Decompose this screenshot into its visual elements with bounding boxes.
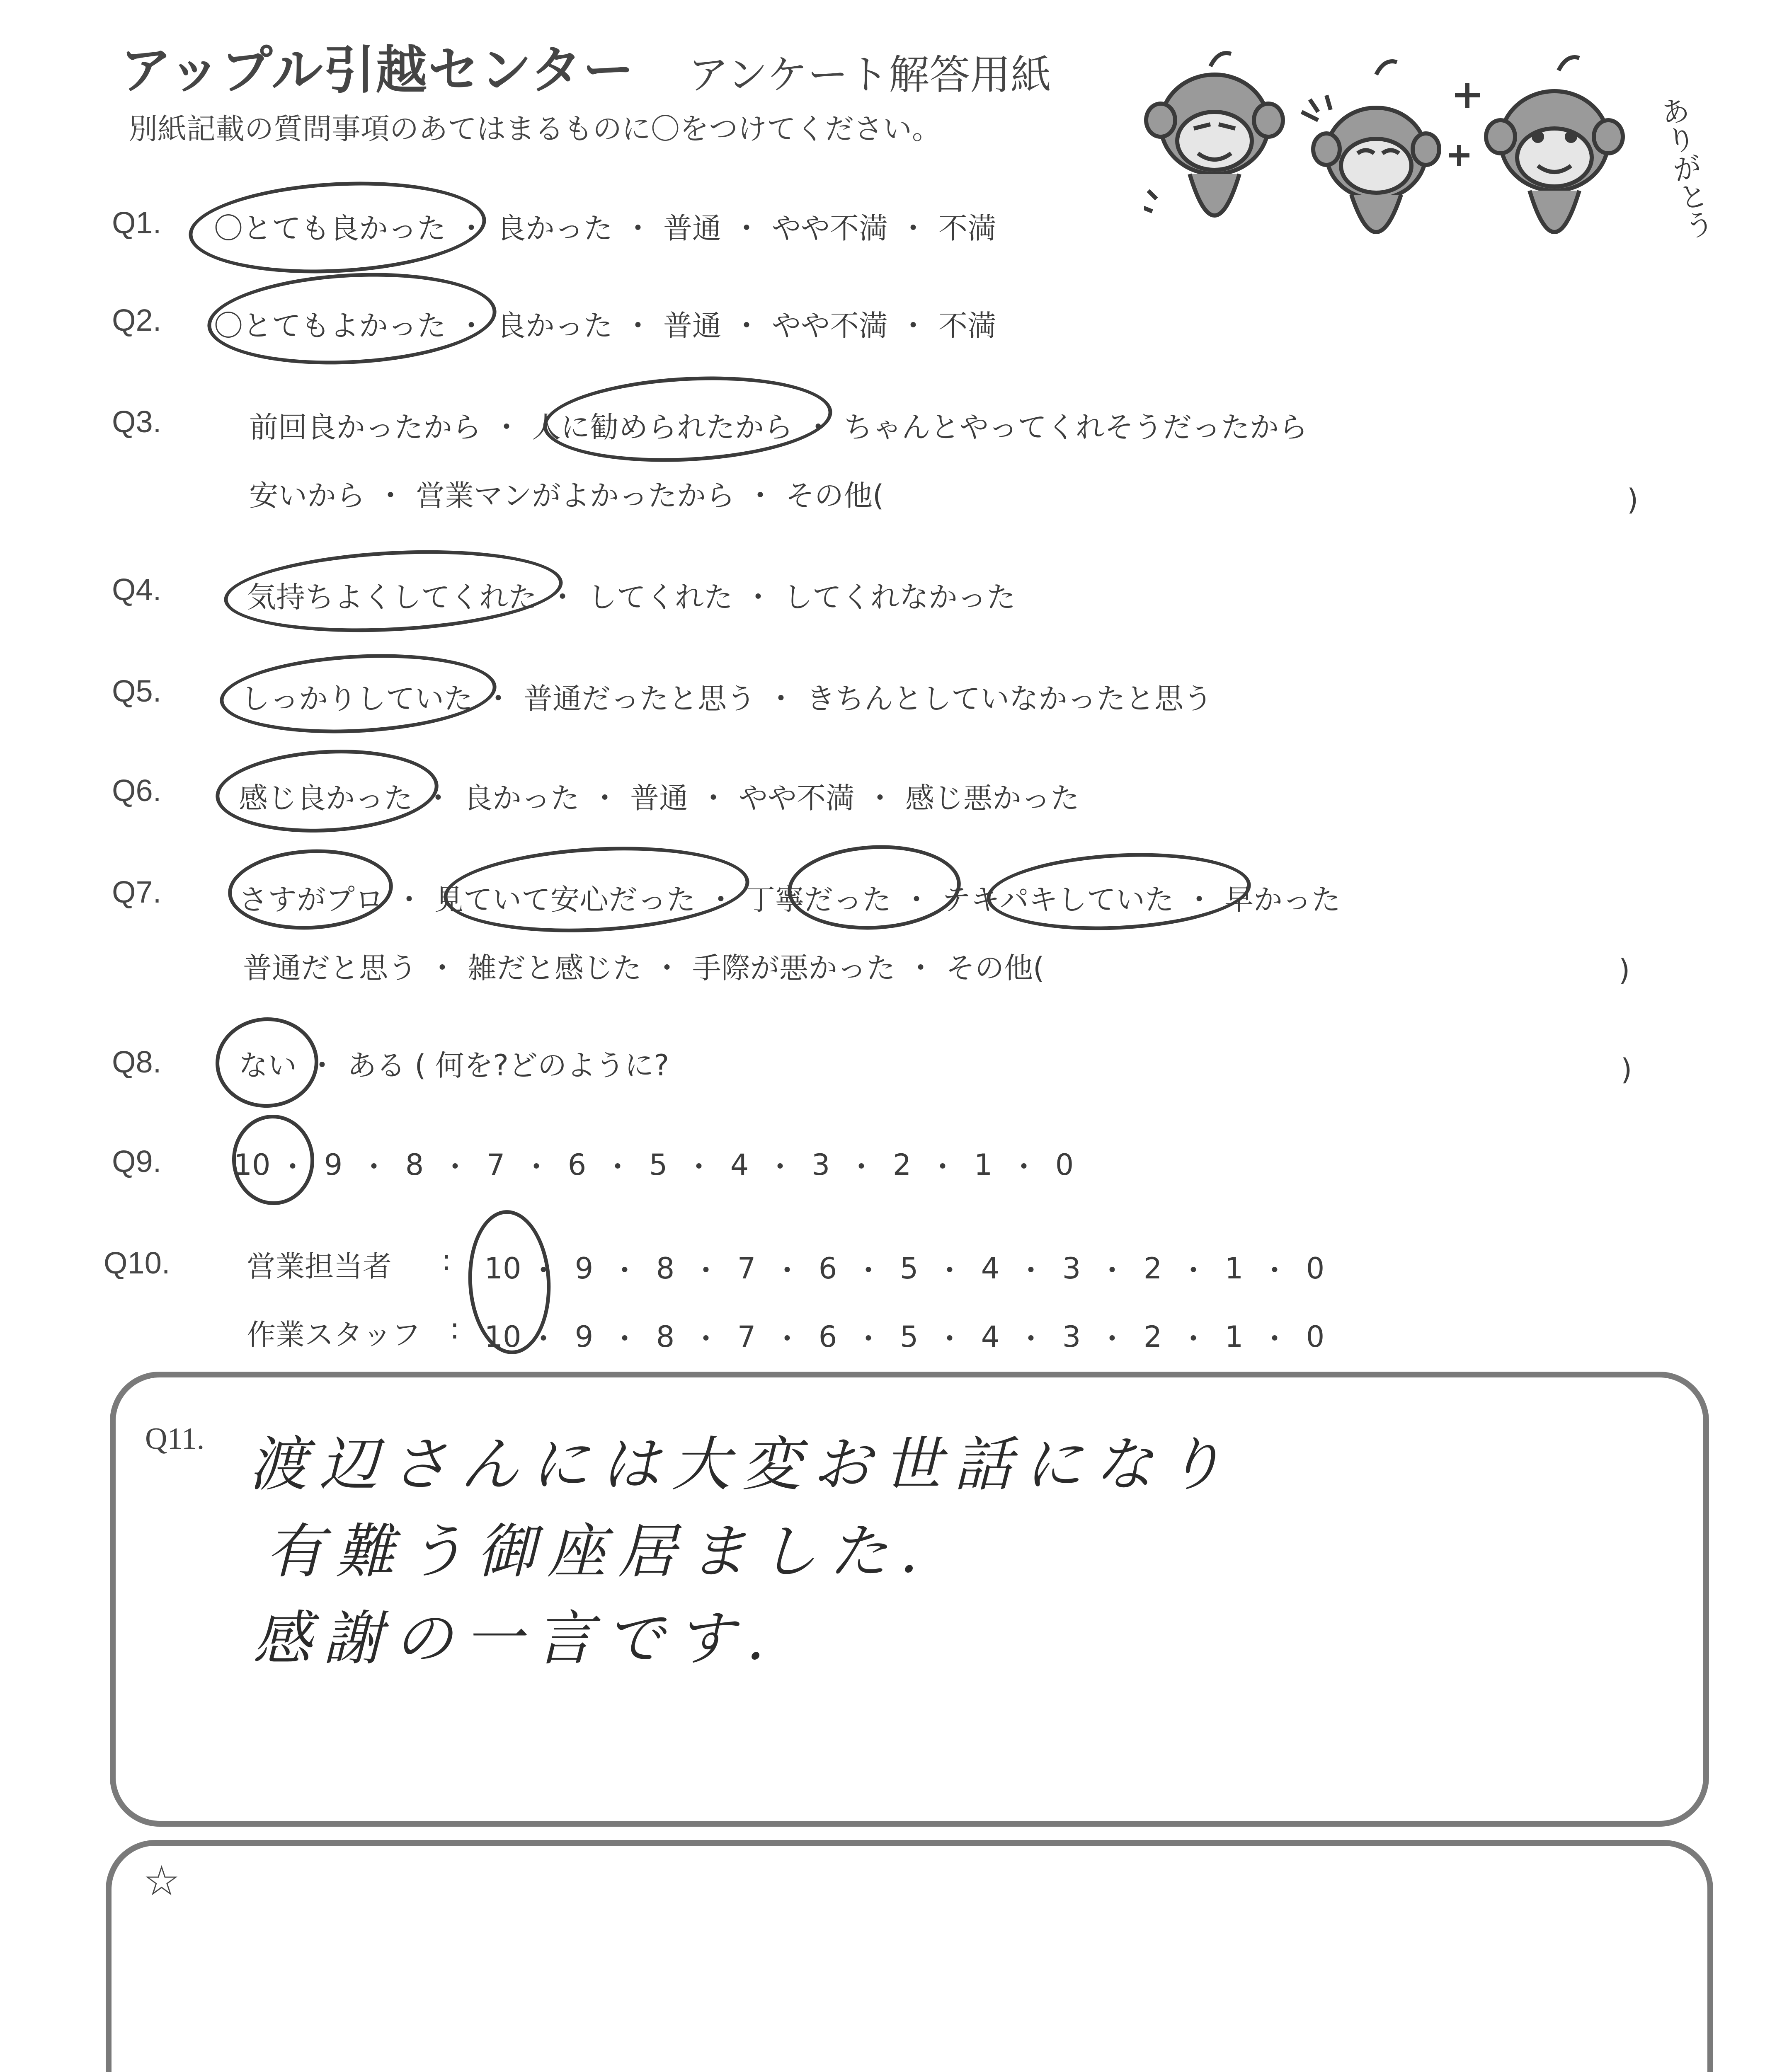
separator: ・ <box>935 1254 964 1288</box>
q6-answer-circle <box>213 744 441 838</box>
q10-sales-score-3[interactable]: 3 <box>1062 1251 1081 1285</box>
q10-staff-score-6[interactable]: 6 <box>818 1319 837 1354</box>
separator: ・ <box>706 883 735 917</box>
page-title: アップル引越センター <box>120 41 635 100</box>
q9-score-8[interactable]: 8 <box>405 1147 424 1182</box>
q10-label: Q10. <box>104 1246 170 1280</box>
separator: ・ <box>1016 1254 1045 1288</box>
q11-label: Q11. <box>145 1422 205 1456</box>
q3-options-row2 <box>247 472 886 514</box>
q10-sales-score-5[interactable]: 5 <box>899 1251 919 1285</box>
q7-option-4[interactable]: テキパキしていた <box>942 883 1174 917</box>
q9-score-2[interactable]: 2 <box>892 1147 912 1182</box>
q6-label: Q6. <box>112 773 162 808</box>
q7-answer-circle-3 <box>786 841 963 934</box>
separator: ・ <box>854 1322 883 1356</box>
separator: ・ <box>766 682 795 716</box>
separator: ・ <box>773 1322 802 1356</box>
separator: ・ <box>1179 1322 1208 1356</box>
separator: ・ <box>359 1150 388 1184</box>
q3-option-5[interactable]: 営業マンがよかったから <box>416 479 735 513</box>
separator: ・ <box>610 1322 639 1356</box>
separator: ・ <box>1016 1322 1045 1356</box>
separator: ・ <box>899 309 928 343</box>
separator: ・ <box>847 1150 876 1184</box>
q4-option-2[interactable]: してくれた <box>588 580 733 614</box>
separator: ・ <box>603 1150 632 1184</box>
q10-staff-score-7[interactable]: 7 <box>737 1319 756 1354</box>
q8-option-1[interactable]: ない <box>239 1048 297 1082</box>
q9-score-7[interactable]: 7 <box>486 1147 505 1182</box>
q1-option-3[interactable]: 普通 <box>663 211 721 245</box>
q7-label: Q7. <box>112 875 162 909</box>
separator: ・ <box>484 682 513 716</box>
separator: ・ <box>590 781 619 815</box>
separator: ・ <box>457 211 486 245</box>
q10-sales-score-6[interactable]: 6 <box>818 1251 837 1285</box>
q10-staff-colon: : <box>450 1312 460 1346</box>
separator: ・ <box>395 883 424 917</box>
separator: ・ <box>529 1254 558 1288</box>
q9-score-3[interactable]: 3 <box>811 1147 830 1182</box>
separator: ・ <box>278 1150 307 1184</box>
q6-option-3[interactable]: 普通 <box>630 781 688 815</box>
instruction-text: 別紙記載の質問事項のあてはまるものに〇をつけてください。 <box>128 112 941 146</box>
q1-label: Q1. <box>112 206 162 240</box>
separator: ・ <box>691 1254 720 1288</box>
q9-score-5[interactable]: 5 <box>649 1147 668 1182</box>
q10-staff-score-4[interactable]: 4 <box>981 1319 1000 1354</box>
q9-score-6[interactable]: 6 <box>567 1147 587 1182</box>
q5-option-1[interactable]: しっかりしていた <box>241 682 473 716</box>
q9-score-1[interactable]: 1 <box>974 1147 993 1182</box>
separator: ・ <box>1098 1322 1127 1356</box>
separator: ・ <box>1009 1150 1038 1184</box>
q7-option-7[interactable]: 雑だと感じた <box>468 951 642 985</box>
separator: ・ <box>906 951 935 985</box>
q7-option-2[interactable]: 見ていて安心だった <box>434 883 696 917</box>
separator: ・ <box>522 1150 551 1184</box>
separator: ・ <box>548 580 577 614</box>
q9-score-4[interactable]: 4 <box>730 1147 749 1182</box>
separator: ・ <box>928 1150 957 1184</box>
q9-scale <box>232 1144 1084 1186</box>
q3-label: Q3. <box>112 404 162 439</box>
q4-option-3[interactable]: してくれなかった <box>783 580 1016 614</box>
separator: ・ <box>773 1254 802 1288</box>
q10-sales-score-10[interactable]: 10 <box>484 1251 521 1285</box>
q6-option-5[interactable]: 感じ悪かった <box>905 781 1079 815</box>
separator: ・ <box>935 1322 964 1356</box>
q10-sales-scale <box>483 1247 1335 1289</box>
separator: ・ <box>623 309 652 343</box>
q2-answer-circle <box>205 266 499 371</box>
q3-close-paren: ) <box>1627 483 1639 517</box>
page-subtitle: アンケート解答用紙 <box>688 51 1052 99</box>
q1-option-1[interactable]: 〇とても良かった <box>214 211 446 245</box>
separator: ・ <box>684 1150 713 1184</box>
separator: ・ <box>691 1322 720 1356</box>
q3-option-1[interactable]: 前回良かったから <box>249 410 481 444</box>
star-icon: ☆ <box>143 1857 180 1905</box>
q10-sales-colon: : <box>441 1243 451 1277</box>
separator: ・ <box>732 211 761 245</box>
separator: ・ <box>732 309 761 343</box>
q4-answer-circle <box>222 542 565 640</box>
separator: ・ <box>610 1254 639 1288</box>
q7-answer-circle-4 <box>985 847 1253 936</box>
q10-staff-score-10[interactable]: 10 <box>484 1319 521 1354</box>
separator: ・ <box>308 1048 337 1082</box>
q10-sales-score-7[interactable]: 7 <box>737 1251 756 1285</box>
q10-staff-score-0[interactable]: 0 <box>1306 1319 1325 1354</box>
q4-option-1[interactable]: 気持ちよくしてくれた <box>247 580 537 614</box>
thanks-text: ありがとう <box>1653 93 1717 242</box>
q1-option-2[interactable]: 良かった <box>497 211 613 245</box>
q10-sales-score-4[interactable]: 4 <box>981 1251 1000 1285</box>
q5-answer-circle <box>218 648 499 740</box>
comment-line-3: 感謝の一言です. <box>253 1605 777 1673</box>
q2-option-1[interactable]: 〇とてもよかった <box>214 309 446 343</box>
separator: ・ <box>424 781 453 815</box>
q5-option-3[interactable]: きちんとしていなかったと思う <box>806 682 1212 716</box>
separator: ・ <box>746 479 775 513</box>
separator: ・ <box>1260 1322 1289 1356</box>
separator: ・ <box>428 951 457 985</box>
q7-answer-circle-1 <box>226 845 395 934</box>
separator: ・ <box>652 951 681 985</box>
q10-staff-score-2[interactable]: 2 <box>1143 1319 1162 1354</box>
separator: ・ <box>623 211 652 245</box>
q8-option-2[interactable]: ある ( 何を?どのように? <box>347 1048 669 1082</box>
q10-sales-score-2[interactable]: 2 <box>1143 1251 1162 1285</box>
separator: ・ <box>744 580 773 614</box>
q2-option-2[interactable]: 良かった <box>497 309 613 343</box>
separator: ・ <box>457 309 486 343</box>
separator: ・ <box>376 479 405 513</box>
q8-label: Q8. <box>112 1045 162 1079</box>
q6-option-1[interactable]: 感じ良かった <box>239 781 413 815</box>
q10-staff-score-8[interactable]: 8 <box>656 1319 675 1354</box>
separator: ・ <box>529 1322 558 1356</box>
separator: ・ <box>804 410 833 444</box>
q9-score-0[interactable]: 0 <box>1055 1147 1074 1182</box>
q9-score-9[interactable]: 9 <box>324 1147 343 1182</box>
q8-close-paren: ) <box>1621 1053 1632 1087</box>
q2-label: Q2. <box>112 303 162 337</box>
q9-score-10[interactable]: 10 <box>233 1147 271 1182</box>
q10-staff-score-5[interactable]: 5 <box>899 1319 919 1354</box>
q3-option-3[interactable]: ちゃんとやってくれそうだったから <box>844 410 1308 444</box>
separator: ・ <box>1260 1254 1289 1288</box>
q10-sales-score-0[interactable]: 0 <box>1306 1251 1325 1285</box>
q7-option-6[interactable]: 普通だと思う <box>243 951 417 985</box>
q9-label: Q9. <box>112 1144 162 1179</box>
q2-option-4[interactable]: やや不満 <box>772 309 888 343</box>
q5-option-2[interactable]: 普通だったと思う <box>524 682 756 716</box>
separator: ・ <box>1179 1254 1208 1288</box>
separator: ・ <box>766 1150 795 1184</box>
q7-answer-circle-2 <box>441 840 752 939</box>
free-comment-box <box>106 1840 1713 2072</box>
comment-line-2: 有難う御座居ました. <box>265 1518 930 1586</box>
q7-close-paren: ) <box>1619 953 1630 987</box>
q5-label: Q5. <box>112 674 162 708</box>
q10-sales-score-1[interactable]: 1 <box>1224 1251 1244 1285</box>
q7-options-row2 <box>240 945 1047 987</box>
separator: ・ <box>902 883 931 917</box>
q3-option-4[interactable]: 安いから <box>249 479 365 513</box>
separator: ・ <box>866 781 895 815</box>
q10-staff-score-9[interactable]: 9 <box>575 1319 594 1354</box>
q7-option-1[interactable]: さすがプロ <box>239 883 384 917</box>
separator: ・ <box>899 211 928 245</box>
q3-option-6[interactable]: その他( <box>786 479 884 513</box>
q6-option-2[interactable]: 良かった <box>463 781 579 815</box>
q7-option-5[interactable]: 早かった <box>1224 883 1341 917</box>
q4-label: Q4. <box>112 572 162 607</box>
q6-option-4[interactable]: やや不満 <box>739 781 855 815</box>
q10-sales-score-8[interactable]: 8 <box>656 1251 675 1285</box>
monkey-mascot-illustration <box>1144 50 1700 274</box>
q7-option-9[interactable]: その他( <box>946 951 1045 985</box>
separator: ・ <box>1185 883 1214 917</box>
q10-staff-name: 作業スタッフ <box>247 1318 421 1352</box>
q10-staff-score-3[interactable]: 3 <box>1062 1319 1081 1354</box>
q2-option-5[interactable]: 不満 <box>938 309 996 343</box>
q10-staff-scale <box>483 1316 1335 1358</box>
q9-answer-circle <box>230 1113 316 1207</box>
q2-option-3[interactable]: 普通 <box>663 309 721 343</box>
q3-option-2[interactable]: 人に勧められたから <box>532 410 793 444</box>
q10-sales-name: 営業担当者 <box>247 1249 392 1283</box>
q8-answer-circle <box>213 1015 320 1111</box>
q1-option-4[interactable]: やや不満 <box>772 211 888 245</box>
q3-answer-circle <box>541 370 834 469</box>
separator: ・ <box>854 1254 883 1288</box>
q10-staff-score-1[interactable]: 1 <box>1224 1319 1244 1354</box>
q10-sales-score-9[interactable]: 9 <box>575 1251 594 1285</box>
separator: ・ <box>492 410 521 444</box>
q1-option-5[interactable]: 不満 <box>938 211 996 245</box>
separator: ・ <box>441 1150 470 1184</box>
q7-option-8[interactable]: 手際が悪かった <box>692 951 895 985</box>
q1-answer-circle <box>187 174 488 280</box>
separator: ・ <box>699 781 728 815</box>
comment-line-1: 渡辺さんには大変お世話になり <box>249 1431 1235 1499</box>
separator: ・ <box>1098 1254 1127 1288</box>
q7-option-3[interactable]: 丁寧だった <box>746 883 891 917</box>
